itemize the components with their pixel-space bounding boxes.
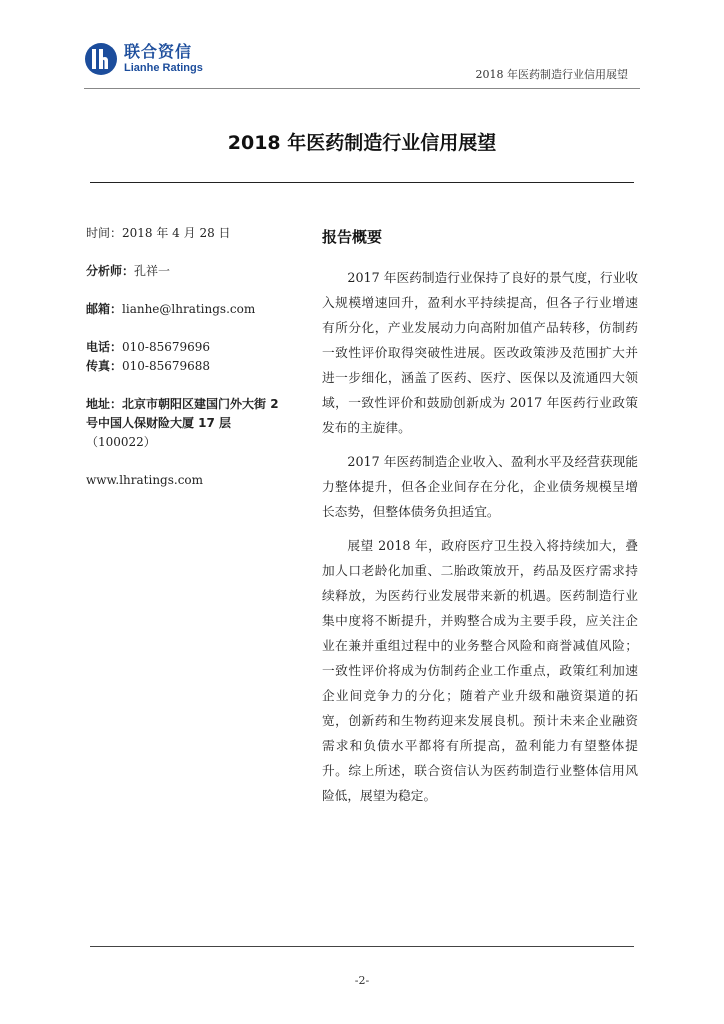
phone-line: [86, 338, 286, 357]
date-line: [86, 224, 286, 243]
summary-heading: 报告概要: [322, 228, 383, 246]
running-header-title: 2018 年医药制造行业信用展望: [475, 68, 628, 81]
address-block: [86, 395, 286, 433]
analyst-line: [86, 262, 286, 281]
phone-label: 电话：: [86, 340, 123, 354]
email-value[interactable]: lianhe@lhratings.com: [122, 302, 256, 316]
website-link[interactable]: www.lhratings.com: [86, 473, 204, 487]
analyst-value: 孔祥一: [134, 264, 171, 278]
document-title: 2018 年医药制造行业信用展望: [227, 132, 497, 154]
header-divider: [84, 88, 640, 89]
date-label: 时间：: [86, 226, 123, 240]
fax-label: 传真：: [86, 359, 123, 373]
email-label: 邮箱：: [86, 302, 123, 316]
fax-value: 010-85679688: [122, 359, 211, 373]
logo-chinese-name: 联合资信: [124, 42, 193, 61]
analyst-label: 分析师：: [86, 264, 135, 278]
report-summary: [322, 226, 638, 817]
summary-paragraph: 2017 年医药制造行业保持了良好的景气度，行业收入规模增速回升，盈利水平持续提高，但各子行业增速有所分化，产业发展动力向高附加值产品转移，仿制药一致性评价取得突破性进展。医改政策涉及范围扩大并进一步细化，涵盖了医药、医疗、医保以及流通四大领域，一致性评价和鼓励创新成为 2017 年医药行业政策发布的主旋律。: [322, 270, 638, 435]
company-logo: [84, 42, 203, 76]
title-divider: [90, 182, 634, 183]
address-value: 北京市朝阳区建国门外大街 2 号中国人保财险大厦 17 层: [86, 397, 279, 430]
fax-line: [86, 357, 286, 376]
postcode: （100022）: [86, 435, 156, 449]
page-number: -2-: [354, 974, 370, 987]
report-info-sidebar: [86, 224, 286, 490]
address-label: 地址：: [86, 397, 123, 411]
summary-paragraph: 展望 2018 年，政府医疗卫生投入将持续加大，叠加人口老龄化加重、二胎政策放开，药品及医疗需求持续释放，为医药行业发展带来新的机遇。医药制造行业集中度将不断提升，并购整合成为主要手段，应关注企业在兼并重组过程中的业务整合风险和商誉减值风险；一致性评价将成为仿制药企业工作重点，政策红利加速企业间竞争力的分化；随着产业升级和融资渠道的拓宽，创新药和生物药迎来发展良机。预计未来企业融资需求和负债水平都将有所提高，盈利能力有望整体提升。综上所述，联合资信认为医药制造行业整体信用风险低，展望为稳定。: [322, 538, 638, 803]
summary-paragraph: 2017 年医药制造企业收入、盈利水平及经营获现能力整体提升，但各企业间存在分化，企业债务规模呈增长态势，但整体债务负担适宜。: [322, 454, 638, 519]
footer-divider: [90, 946, 634, 947]
date-value: 2018 年 4 月 28 日: [122, 226, 231, 240]
logo-english-name: Lianhe Ratings: [124, 62, 203, 74]
lianhe-logo-icon: [84, 42, 118, 76]
email-line: [86, 300, 286, 319]
phone-value: 010-85679696: [122, 340, 211, 354]
